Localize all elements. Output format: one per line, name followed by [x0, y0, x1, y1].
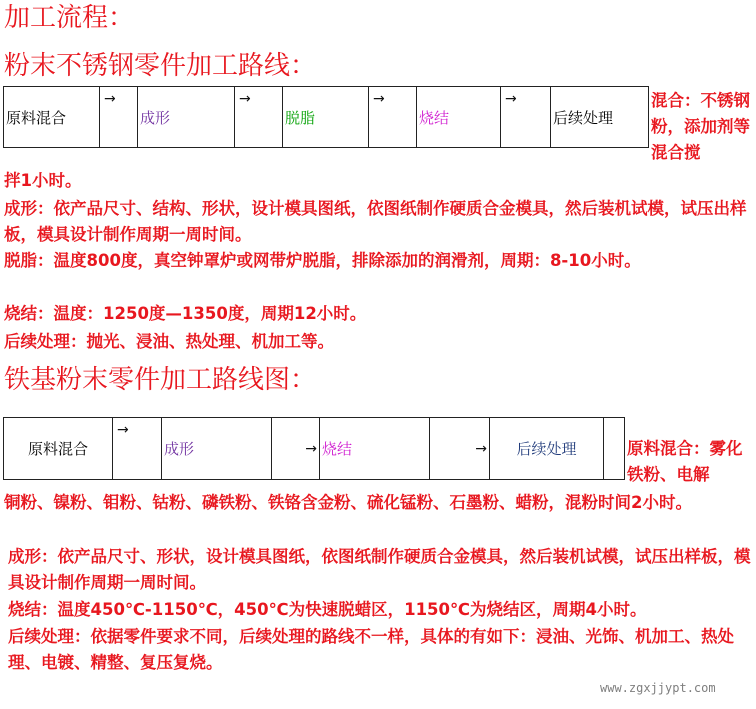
section1-mixing-cont: 拌1小时。	[4, 171, 82, 190]
watermark: www.zgxjjypt.com	[600, 681, 716, 695]
section2-forming-text: 成形：依产品尺寸、形状，设计模具图纸，依图纸制作硬质合金模具，然后装机试模，试压出样板，模具设计制作周期一周时间。	[8, 547, 751, 592]
section2-step-post-processing: 后续处理	[490, 418, 604, 479]
section1-step-forming: 成形	[138, 87, 235, 147]
arrow-icon: →	[272, 418, 320, 479]
section1-debinding-text: 脱脂：温度800度，真空钟罩炉或网带炉脱脂，排除添加的润滑剂，周期：8-10小时。	[4, 251, 641, 270]
section1-step-debinding: 脱脂	[283, 87, 369, 147]
section2-mixing-note: 原料混合：雾化铁粉、电解	[627, 439, 743, 484]
arrow-icon: →	[369, 87, 417, 147]
section2-step-mixing: 原料混合	[4, 418, 113, 479]
header-title: 加工流程：	[4, 3, 135, 33]
section2-title: 铁基粉末零件加工路线图：	[4, 365, 317, 395]
arrow-icon: →	[235, 87, 283, 147]
section1-step-sintering: 烧结	[417, 87, 501, 147]
section2-sintering-text: 烧结：温度450℃-1150℃，450℃为快速脱蜡区，1150℃为烧结区，周期4小时。	[8, 600, 647, 619]
section1-sintering-text: 烧结：温度：1250度—1350度，周期12小时。	[4, 304, 367, 323]
section1-flow-chart	[3, 86, 649, 148]
arrow-icon: →	[430, 418, 490, 479]
section2-step-forming: 成形	[162, 418, 272, 479]
section2-post-text: 后续处理：依据零件要求不同，后续处理的路线不一样，具体的有如下：浸油、光饰、机加工、热处理、电镀、精整、复压复烧。	[8, 627, 734, 672]
arrow-icon: →	[501, 87, 551, 147]
section1-post-text: 后续处理：抛光、浸油、热处理、机加工等。	[4, 332, 334, 351]
section1-step-mixing: 原料混合	[4, 87, 100, 147]
section2-mixing-cont: 铜粉、镍粉、钼粉、钴粉、磷铁粉、铁铬含金粉、硫化锰粉、石墨粉、蜡粉，混粉时间2小时。	[4, 493, 692, 512]
section2-flow-spacer	[604, 418, 624, 479]
section1-forming-text: 成形：依产品尺寸、结构、形状，设计模具图纸，依图纸制作硬质合金模具，然后装机试模，试压出样板，模具设计制作周期一周时间。	[4, 199, 747, 244]
section2-step-sintering: 烧结	[320, 418, 430, 479]
arrow-icon: →	[113, 418, 162, 479]
section2-flow-chart	[3, 417, 625, 480]
arrow-icon: →	[100, 87, 138, 147]
section1-mixing-note: 混合：不锈钢粉，添加剂等混合搅	[651, 91, 750, 162]
section1-title: 粉末不锈钢零件加工路线：	[4, 51, 317, 81]
section1-step-post-processing: 后续处理	[553, 108, 614, 127]
